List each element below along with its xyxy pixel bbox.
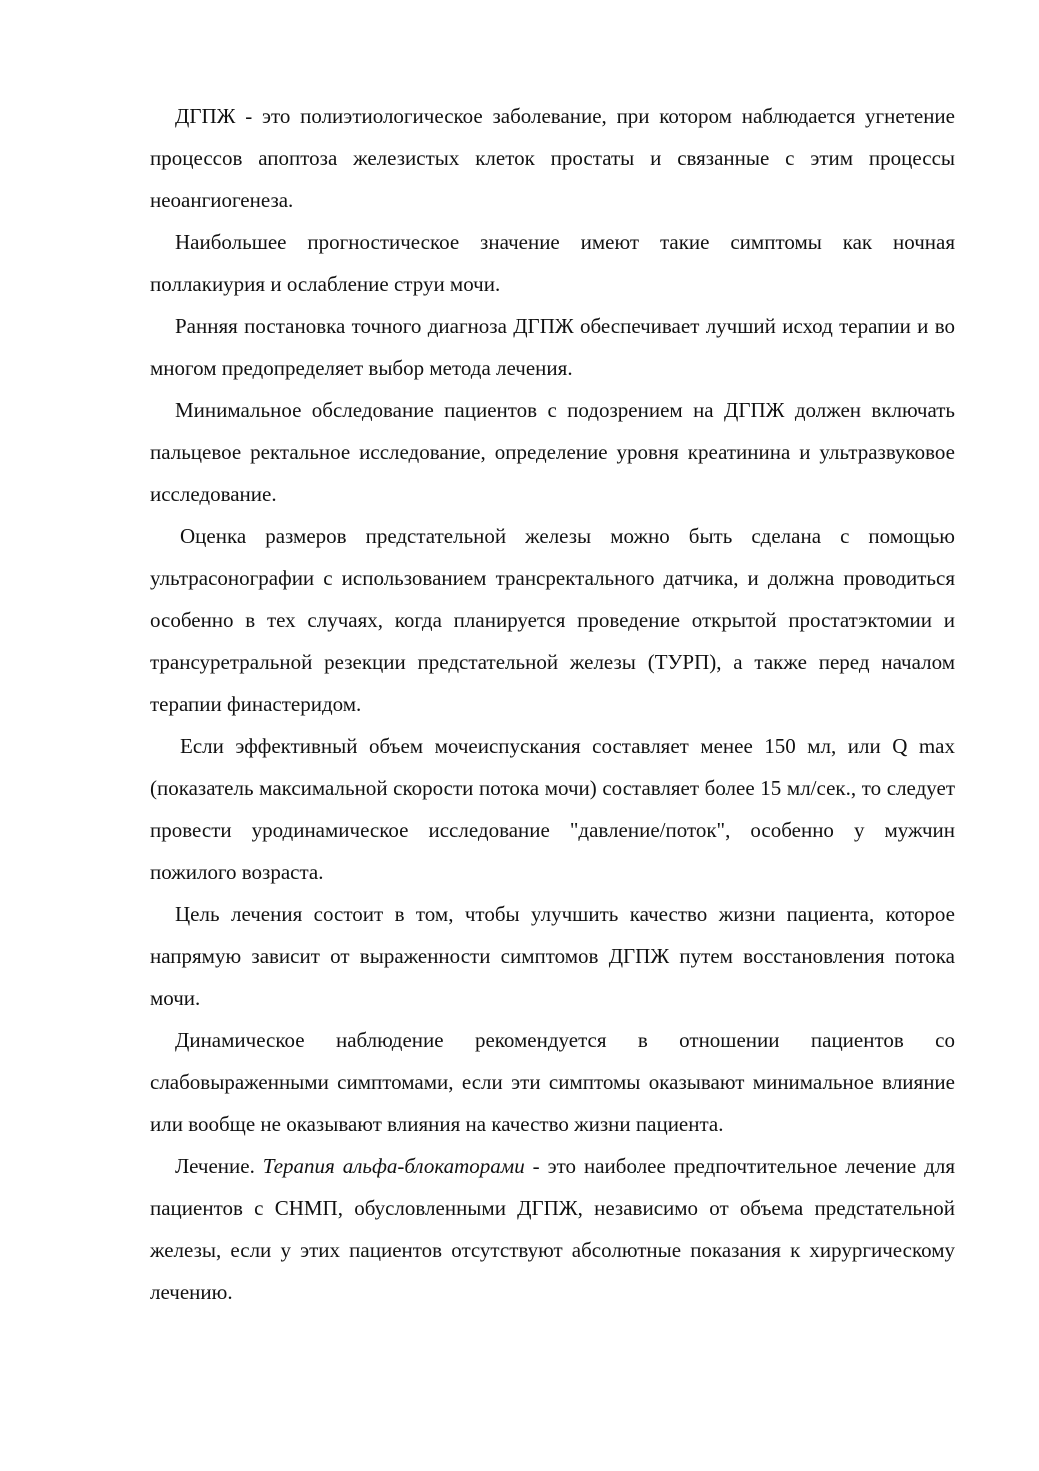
paragraph-alpha-blockers bbox=[150, 1145, 955, 1313]
paragraph-urodynamics: Если эффективный объем мочеиспускания составляет менее 150 мл, или Q max (показатель максимальной скорости потока мочи) составляет более 15 мл/сек., то следует провести уродинамическое исследование "давление/поток", особенно у мужчин пожилого возраста. bbox=[150, 734, 955, 884]
paragraph-minimal-examination: Минимальное обследование пациентов с подозрением на ДГПЖ должен включать пальцевое ректальное исследование, определение уровня креатинина и ультразвуковое исследование. bbox=[150, 398, 955, 506]
alpha-blockers-emphasis: Терапия альфа-блокаторами bbox=[262, 1154, 525, 1178]
paragraph-prognostic-symptoms: Наибольшее прогностическое значение имеют такие симптомы как ночная поллакиурия и ослабление струи мочи. bbox=[150, 230, 955, 296]
paragraph-bph-definition: ДГПЖ - это полиэтиологическое заболевание, при котором наблюдается угнетение процессов апоптоза железистых клеток простаты и связанные с этим процессы неоангиогенеза. bbox=[150, 104, 955, 212]
treatment-rest: - это наиболее предпочтительное лечение для пациентов с СНМП, обусловленными ДГПЖ, независимо от объема предстательной железы, если у этих пациентов отсутствуют абсолютные показания к хирургическому лечению. bbox=[150, 1154, 955, 1304]
paragraph-early-diagnosis: Ранняя постановка точного диагноза ДГПЖ обеспечивает лучший исход терапии и во многом предопределяет выбор метода лечения. bbox=[150, 314, 955, 380]
paragraph-treatment-goal: Цель лечения состоит в том, чтобы улучшить качество жизни пациента, которое напрямую зависит от выраженности симптомов ДГПЖ путем восстановления потока мочи. bbox=[150, 902, 955, 1010]
document-page bbox=[150, 95, 955, 1313]
paragraph-watchful-waiting: Динамическое наблюдение рекомендуется в отношении пациентов со слабовыраженными симптомами, если эти симптомы оказывают минимальное влияние или вообще не оказывают влияния на качество жизни пациента. bbox=[150, 1028, 955, 1136]
paragraph-prostate-size: Оценка размеров предстательной железы можно быть сделана с помощью ультрасонографии с использованием трансректального датчика, и должна проводиться особенно в тех случаях, когда планируется проведение открытой простатэктомии и трансуретральной резекции предстательной железы (ТУРП), а также перед началом терапии финастеридом. bbox=[150, 524, 955, 716]
treatment-lead: Лечение. bbox=[175, 1154, 263, 1178]
